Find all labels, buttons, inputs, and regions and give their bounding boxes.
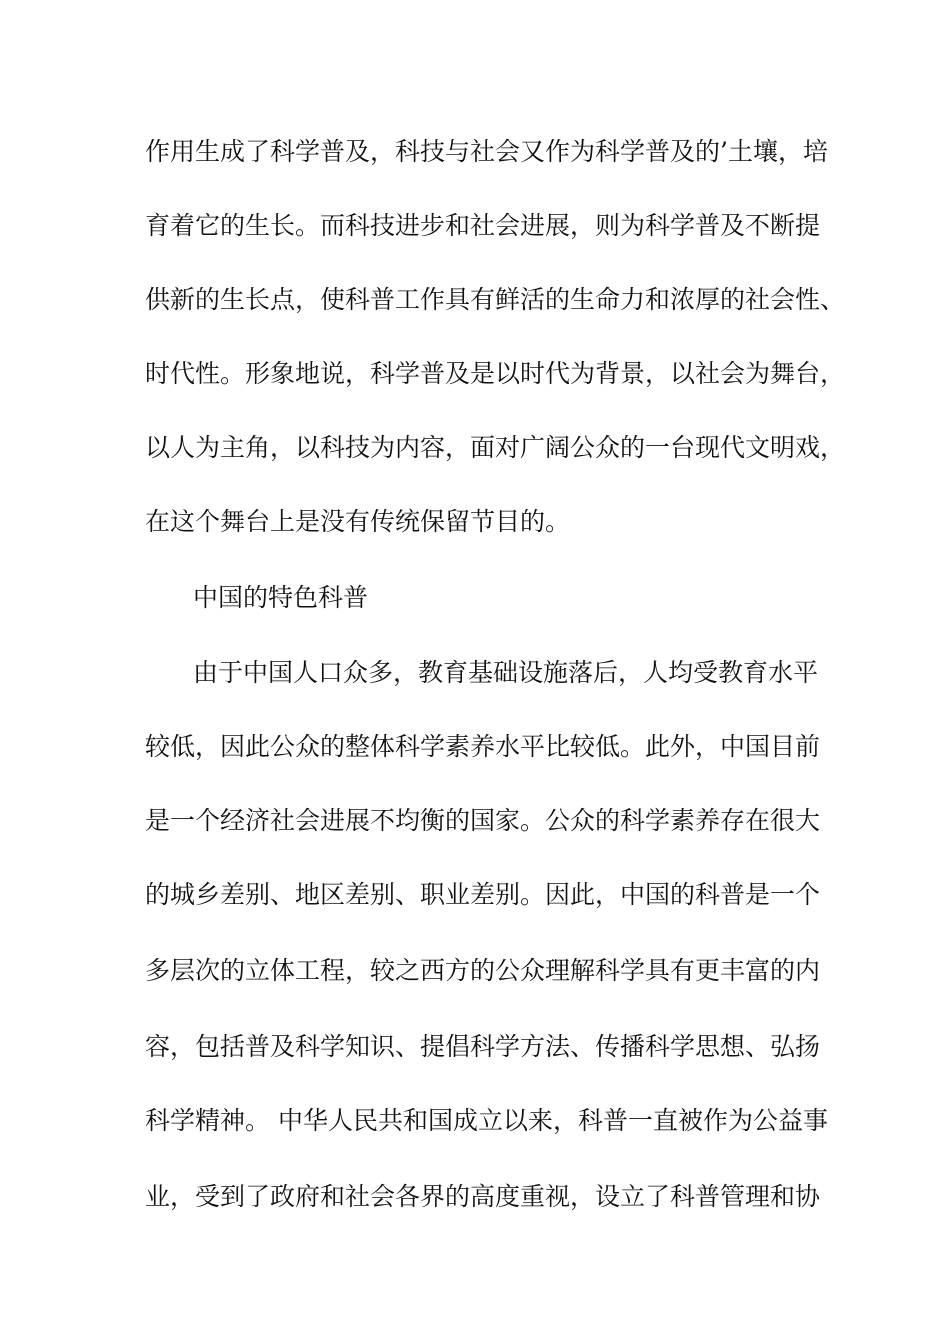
paragraph-line: 时代性。形象地说，科学普及是以时代为背景，以社会为舞台， xyxy=(145,359,846,388)
section-heading: 中国的特色科普 xyxy=(193,583,369,612)
paragraph-line: 的城乡差别、地区差别、职业差别。因此，中国的科普是一个 xyxy=(145,880,821,909)
paragraph-line: 作用生成了科学普及，科技与社会又作为科学普及的’土壤，培 xyxy=(145,137,828,166)
paragraph-line: 是一个经济社会进展不均衡的国家。公众的科学素养存在很大 xyxy=(145,806,821,835)
paragraph-line: 较低，因此公众的整体科学素养水平比较低。此外，中国目前 xyxy=(145,732,821,761)
paragraph-line: 业，受到了政府和社会各界的高度重视，设立了科普管理和协 xyxy=(145,1182,821,1211)
paragraph-line: 育着它的生长。而科技进步和社会进展，则为科学普及不断提 xyxy=(145,211,821,240)
paragraph-line: 在这个舞台上是没有传统保留节目的。 xyxy=(145,507,571,536)
paragraph-line: 由于中国人口众多，教育基础设施落后，人均受教育水平 xyxy=(193,658,819,687)
paragraph-line: 多层次的立体工程，较之西方的公众理解科学具有更丰富的内 xyxy=(145,956,821,985)
paragraph-line: 科学精神。 中华人民共和国成立以来，科普一直被作为公益事 xyxy=(145,1106,828,1135)
paragraph-line: 容，包括普及科学知识、提倡科学方法、传播科学思想、弘扬 xyxy=(145,1032,821,1061)
paragraph-line: 供新的生长点，使科普工作具有鲜活的生命力和浓厚的社会性、 xyxy=(145,285,846,314)
paragraph-line: 以人为主角，以科技为内容，面对广阔公众的一台现代文明戏， xyxy=(145,433,846,462)
